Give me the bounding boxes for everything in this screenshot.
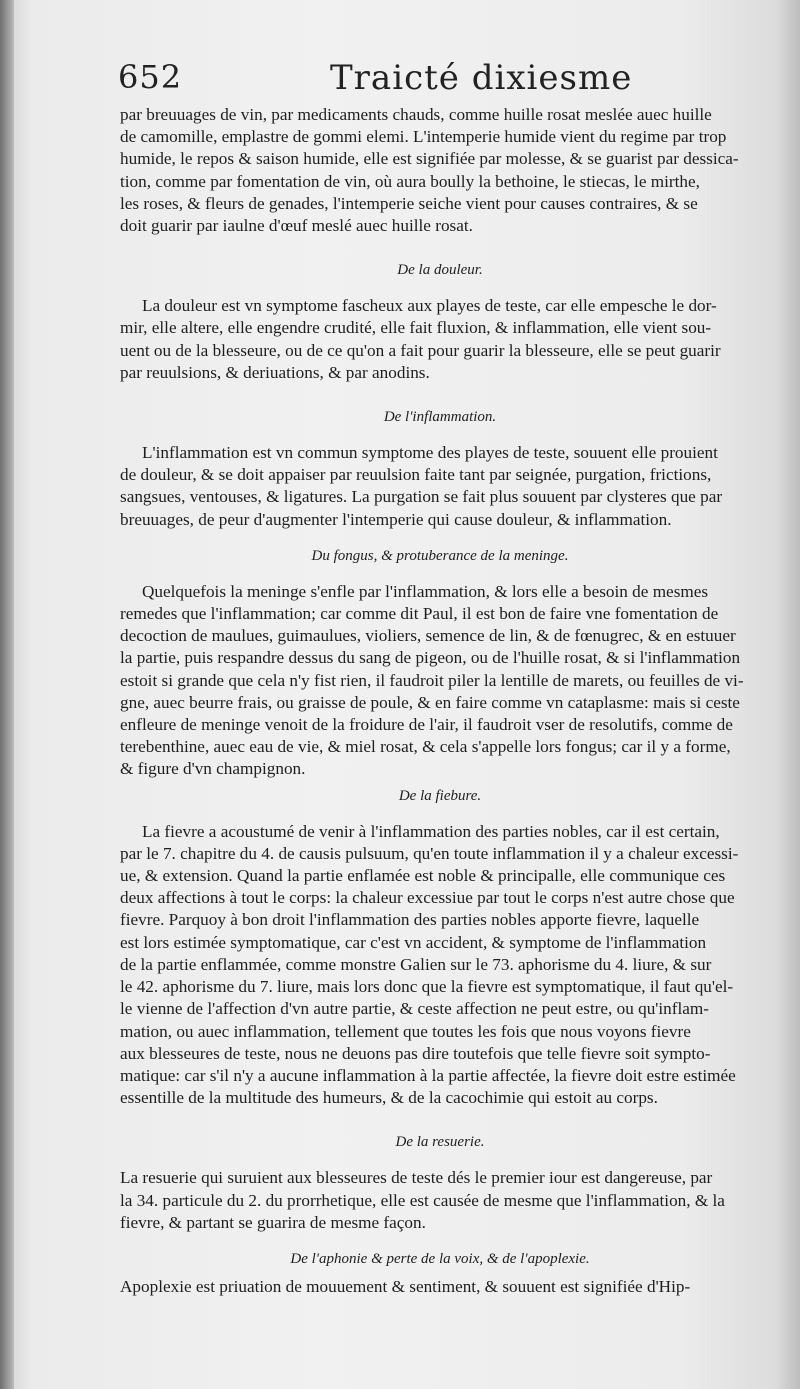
text-line: doit guarir par iaulne d'œuf meslé auec huille rosat.: [120, 216, 473, 236]
text-line: La fievre a acoustumé de venir à l'inflammation des parties nobles, car il est certain,: [142, 821, 720, 841]
text-line: uent ou de la blesseure, ou de ce qu'on a fait pour guarir la blesseure, elle se peut guarir: [120, 340, 721, 360]
page-number: 652: [118, 58, 183, 96]
running-title: Traicté dixiesme: [330, 58, 633, 98]
text-line: La resuerie qui suruient aux blesseures de teste dés le premier iour est dangereuse, par: [120, 1168, 713, 1188]
section-heading-douleur: De la douleur.: [397, 262, 483, 279]
text-line: gne, auec beurre frais, ou graisse de poule, & en faire comme vn cataplasme: mais si ceste: [120, 692, 740, 712]
page-body: [120, 104, 760, 1298]
section-heading-aphonie: De l'aphonie & perte de la voix, & de l'apoplexie.: [290, 1250, 590, 1267]
paragraph-douleur: [120, 295, 760, 384]
paragraph-inflammation: [120, 442, 760, 531]
text-line: humide, le repos & saison humide, elle est signifiée par molesse, & se guarist par dessica-: [120, 149, 739, 169]
text-line: La douleur est vn symptome fascheux aux playes de teste, car elle empesche le dor-: [142, 296, 717, 316]
text-line: deux affections à tout le corps: la chaleur excessiue par tout le corps n'est autre chose que: [120, 888, 735, 908]
text-line: la partie, puis respandre dessus du sang de pigeon, ou de l'huille rosat, & si l'inflammation: [120, 648, 741, 668]
text-line: les roses, & fleurs de genades, l'intemperie seiche vient pour causes contraires, & se: [120, 193, 698, 213]
text-line: ue, & extension. Quand la partie enflamée est noble & principalle, elle communique ces: [120, 866, 726, 886]
section-heading-fongus: Du fongus, & protuberance de la meninge.: [311, 547, 569, 564]
text-line: Apoplexie est priuation de mouuement & sentiment, & souuent est signifiée d'Hip-: [120, 1276, 691, 1296]
page-header: [118, 58, 758, 102]
text-line: de la partie enflammée, comme monstre Galien sur le 73. aphorisme du 4. liure, & sur: [120, 954, 712, 974]
text-line: sangsues, ventouses, & ligatures. La purgation se fait plus souuent par clysteres que par: [120, 487, 723, 507]
section-heading-inflammation: De l'inflammation.: [383, 409, 497, 426]
text-line: decoction de maulues, guimaulues, violiers, semence de lin, & de fœnugrec, & en estuuer: [120, 626, 736, 646]
text-line: mir, elle altere, elle engendre crudité, elle fait fluxion, & inflammation, elle vient sou-: [120, 318, 712, 338]
text-line: & figure d'vn champignon.: [120, 759, 306, 779]
text-line: enfleure de meninge venoit de la froidure de l'air, il faudroit vser de resolutifs, comme de: [120, 715, 733, 735]
text-line: remedes que l'inflammation; car comme dit Paul, il est bon de faire vne fomentation de: [120, 604, 719, 624]
text-line: le vienne de l'affection d'vn autre partie, & ceste affection ne peut estre, ou qu'inflam-: [120, 999, 709, 1019]
text-line: breuuages, de peur d'augmenter l'intemperie qui cause douleur, & inflammation.: [120, 509, 672, 529]
text-line: essentille de la multitude des humeurs, & de la cacochimie qui estoit au corps.: [120, 1088, 658, 1108]
text-line: fievre. Parquoy à bon droit l'inflammation des parties nobles apporte fievre, laquelle: [120, 910, 700, 930]
section-heading-fiebure: De la fiebure.: [398, 787, 482, 804]
text-line: de camomille, emplastre de gommi elemi. L'intemperie humide vient du regime par trop: [120, 127, 727, 147]
paragraph-apoplexie: [120, 1276, 760, 1298]
section-heading-resuerie: De la resuerie.: [395, 1134, 485, 1151]
text-line: le 42. aphorisme du 7. liure, mais lors donc que la fievre est symptomatique, il faut qu'el-: [120, 977, 734, 997]
paragraph-fiebure: [120, 821, 760, 1110]
text-line: L'inflammation est vn commun symptome des playes de teste, souuent elle prouient: [142, 443, 718, 463]
page-gutter-shadow: [0, 0, 14, 1389]
text-line: fievre, & partant se guarira de mesme façon.: [120, 1212, 426, 1232]
text-line: par le 7. chapitre du 4. de causis pulsuum, qu'en toute inflammation il y a chaleur excessi-: [120, 843, 739, 863]
text-line: de douleur, & se doit appaiser par reuulsion faite tant par seignée, purgation, frictions,: [120, 465, 712, 485]
text-line: Quelquefois la meninge s'enfle par l'inflammation, & lors elle a besoin de mesmes: [142, 581, 709, 601]
text-line: tion, comme par fomentation de vin, où aura boully la bethoine, le stiecas, le mirthe,: [120, 171, 700, 191]
text-line: est lors estimée symptomatique, car c'est vn accident, & symptome de l'inflammation: [120, 932, 707, 952]
text-line: estoit si grande que cela n'y fist rien, il faudroit piler la lentille de marets, ou feuilles de vi-: [120, 670, 744, 690]
paragraph-fongus: [120, 581, 760, 781]
text-line: aux blesseures de teste, nous ne deuons pas dire toutefois que telle fievre soit sympto-: [120, 1043, 711, 1063]
text-line: par breuuages de vin, par medicaments chauds, comme huille rosat meslée auec huille: [120, 105, 712, 124]
text-line: matique: car s'il n'y a aucune inflammation à la partie affectée, la fievre doit estre estimée: [120, 1065, 736, 1085]
paragraph-resuerie: [120, 1167, 760, 1234]
text-line: terebenthine, auec eau de vie, & miel rosat, & cela s'appelle lors fongus; car il y a forme,: [120, 737, 731, 757]
paragraph-intemperie: [120, 104, 760, 237]
text-line: la 34. particule du 2. du prorrhetique, elle est causée de mesme que l'inflammation, & la: [120, 1190, 725, 1210]
text-line: mation, ou auec inflammation, tellement que toutes les fois que nous voyons fievre: [120, 1021, 691, 1041]
text-line: par reuulsions, & deriuations, & par anodins.: [120, 362, 430, 382]
